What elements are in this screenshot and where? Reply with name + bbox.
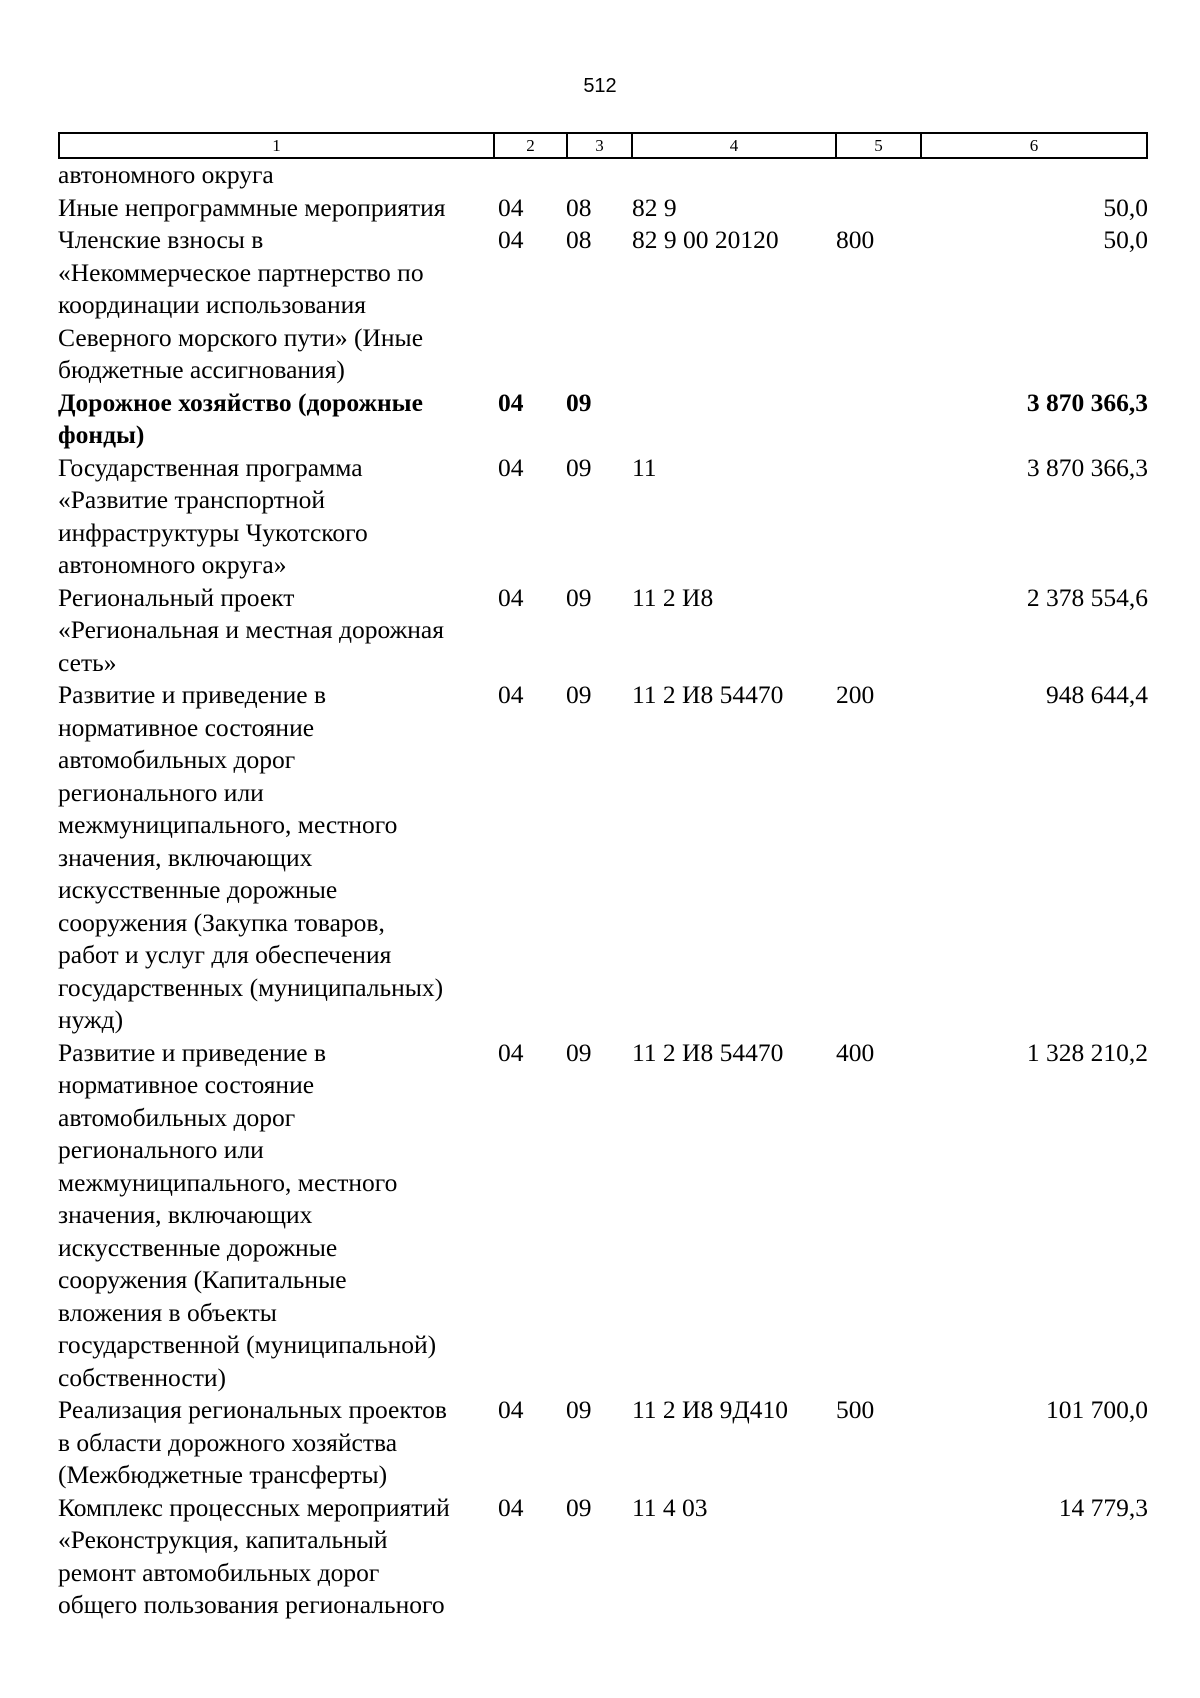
header-col-2: 2 (495, 134, 568, 157)
description-line: «Некоммерческое партнерство по (58, 257, 424, 287)
subsection-code: 09 (566, 1395, 592, 1424)
section-code: 04 (498, 1037, 524, 1067)
description-line: межмуниципального, местного (58, 1167, 398, 1197)
target-article-code (631, 159, 835, 192)
section-code: 04 (498, 387, 524, 417)
table-row (58, 582, 1148, 680)
table-body (58, 159, 1148, 1622)
description-line: Комплекс процессных мероприятий (58, 1492, 450, 1522)
description-line: Развитие и приведение в (58, 680, 326, 709)
subsection-code: 08 (566, 192, 592, 222)
row-description (58, 582, 493, 680)
expense-type-code (835, 192, 920, 225)
description-line: значения, включающих (58, 842, 313, 872)
header-col-3: 3 (568, 134, 633, 157)
amount: 50,0 (1103, 225, 1148, 254)
description-line: государственных (муниципальных) (58, 972, 444, 1002)
expense-type-code: 200 (836, 680, 875, 709)
description-line: значения, включающих (58, 1200, 313, 1229)
subsection-code: 09 (566, 1037, 592, 1067)
amount: 3 870 366,3 (1026, 387, 1148, 417)
subsection-code: 09 (566, 387, 592, 417)
description-line: работ и услуг для обеспечения (58, 940, 392, 969)
subsection-code (566, 159, 631, 192)
target-article-code: 11 2 И8 (632, 582, 714, 612)
subsection-code: 08 (566, 225, 592, 254)
row-description (58, 1037, 493, 1395)
table-row (58, 1492, 1148, 1622)
description-line: в области дорожного хозяйства (58, 1427, 398, 1457)
description-line: Северного морского пути» (Иные (58, 322, 424, 352)
section-code: 04 (498, 582, 524, 612)
description-line: Развитие и приведение в (58, 1037, 326, 1067)
table-row (58, 387, 1148, 452)
table-row (58, 679, 1148, 1037)
section-code: 04 (498, 225, 524, 254)
page-number: 512 (583, 75, 617, 97)
section-code: 04 (498, 452, 524, 482)
expense-type-code: 400 (836, 1037, 875, 1067)
description-line: фонды) (58, 420, 145, 449)
expense-type-code (835, 387, 920, 452)
description-line: «Развитие транспортной (58, 485, 325, 514)
subsection-code: 09 (566, 1492, 592, 1522)
description-line: инфраструктуры Чукотского (58, 517, 368, 547)
description-line: вложения в объекты (58, 1297, 277, 1327)
section-code: 04 (498, 1492, 524, 1522)
target-article-code: 11 2 И8 9Д410 (632, 1395, 788, 1424)
table-row (58, 1037, 1148, 1395)
amount: 2 378 554,6 (1026, 582, 1148, 612)
row-description (58, 1394, 493, 1492)
row-description (58, 387, 493, 452)
description-line: нормативное состояние (58, 712, 315, 742)
target-article-code (631, 387, 835, 452)
target-article-code: 82 9 (632, 192, 677, 222)
section-code: 04 (498, 192, 524, 222)
target-article-code: 11 4 03 (632, 1492, 708, 1522)
description-line: нужд) (58, 1005, 124, 1034)
target-article-code: 82 9 00 20120 (632, 225, 779, 254)
table-header (58, 132, 1148, 159)
target-article-code: 11 (632, 452, 657, 482)
description-line: сеть» (58, 647, 117, 677)
description-line: координации использования (58, 290, 367, 319)
amount: 948 644,4 (1046, 680, 1148, 709)
expense-type-code (835, 582, 920, 680)
description-line: сооружения (Капитальные (58, 1265, 347, 1294)
expense-type-code: 500 (836, 1395, 875, 1424)
description-line: государственной (муниципальной) (58, 1330, 437, 1359)
description-line: регионального или (58, 777, 264, 807)
row-description (58, 452, 493, 582)
description-line: регионального или (58, 1135, 264, 1164)
table-row (58, 452, 1148, 582)
description-line: Региональный проект (58, 582, 295, 612)
amount: 3 870 366,3 (1026, 452, 1148, 482)
header-col-6: 6 (1029, 136, 1039, 155)
amount: 14 779,3 (1058, 1492, 1148, 1522)
description-line: Членские взносы в (58, 225, 264, 254)
section-code: 04 (498, 680, 524, 709)
description-line: автомобильных дорог (58, 745, 296, 774)
expense-type-code (835, 452, 920, 582)
section-code (493, 159, 566, 192)
description-line: нормативное состояние (58, 1070, 315, 1099)
description-line: Реализация региональных проектов (58, 1395, 447, 1424)
description-line: Иные непрограммные мероприятия (58, 192, 446, 222)
header-col-5: 5 (837, 134, 922, 157)
description-line: «Региональная и местная дорожная (58, 615, 444, 644)
row-description (58, 679, 493, 1037)
table-row (58, 192, 1148, 225)
description-line: сооружения (Закупка товаров, (58, 907, 385, 937)
description-line: искусственные дорожные (58, 875, 338, 904)
table-row (58, 159, 1148, 192)
description-line: искусственные дорожные (58, 1232, 338, 1262)
description-line: межмуниципального, местного (58, 810, 398, 839)
amount: 101 700,0 (1046, 1395, 1148, 1424)
target-article-code: 11 2 И8 54470 (632, 680, 784, 709)
amount (920, 159, 1148, 192)
description-line: автономного округа (58, 160, 274, 189)
row-description (58, 159, 493, 192)
description-line: «Реконструкция, капитальный (58, 1525, 388, 1554)
description-line: ремонт автомобильных дорог (58, 1557, 380, 1587)
description-line: автономного округа» (58, 550, 287, 579)
description-line: бюджетные ассигнования) (58, 355, 345, 384)
table-row (58, 1394, 1148, 1492)
row-description (58, 224, 493, 387)
description-line: собственности) (58, 1362, 226, 1392)
header-col-1: 1 (60, 134, 495, 157)
description-line: (Межбюджетные трансферты) (58, 1460, 388, 1489)
subsection-code: 09 (566, 582, 592, 612)
subsection-code: 09 (566, 452, 592, 482)
amount: 50,0 (1103, 192, 1148, 222)
description-line: автомобильных дорог (58, 1102, 296, 1132)
row-description (58, 192, 493, 225)
description-line: Государственная программа (58, 452, 363, 482)
subsection-code: 09 (566, 680, 592, 709)
expense-type-code: 800 (836, 225, 875, 254)
expense-type-code (835, 1492, 920, 1622)
description-line: Дорожное хозяйство (дорожные (58, 387, 423, 417)
target-article-code: 11 2 И8 54470 (632, 1037, 784, 1067)
row-description (58, 1492, 493, 1622)
description-line: общего пользования регионального (58, 1590, 445, 1619)
section-code: 04 (498, 1395, 524, 1424)
amount: 1 328 210,2 (1026, 1037, 1148, 1067)
expense-type-code (835, 159, 920, 192)
header-col-4: 4 (633, 134, 837, 157)
table-row (58, 224, 1148, 387)
